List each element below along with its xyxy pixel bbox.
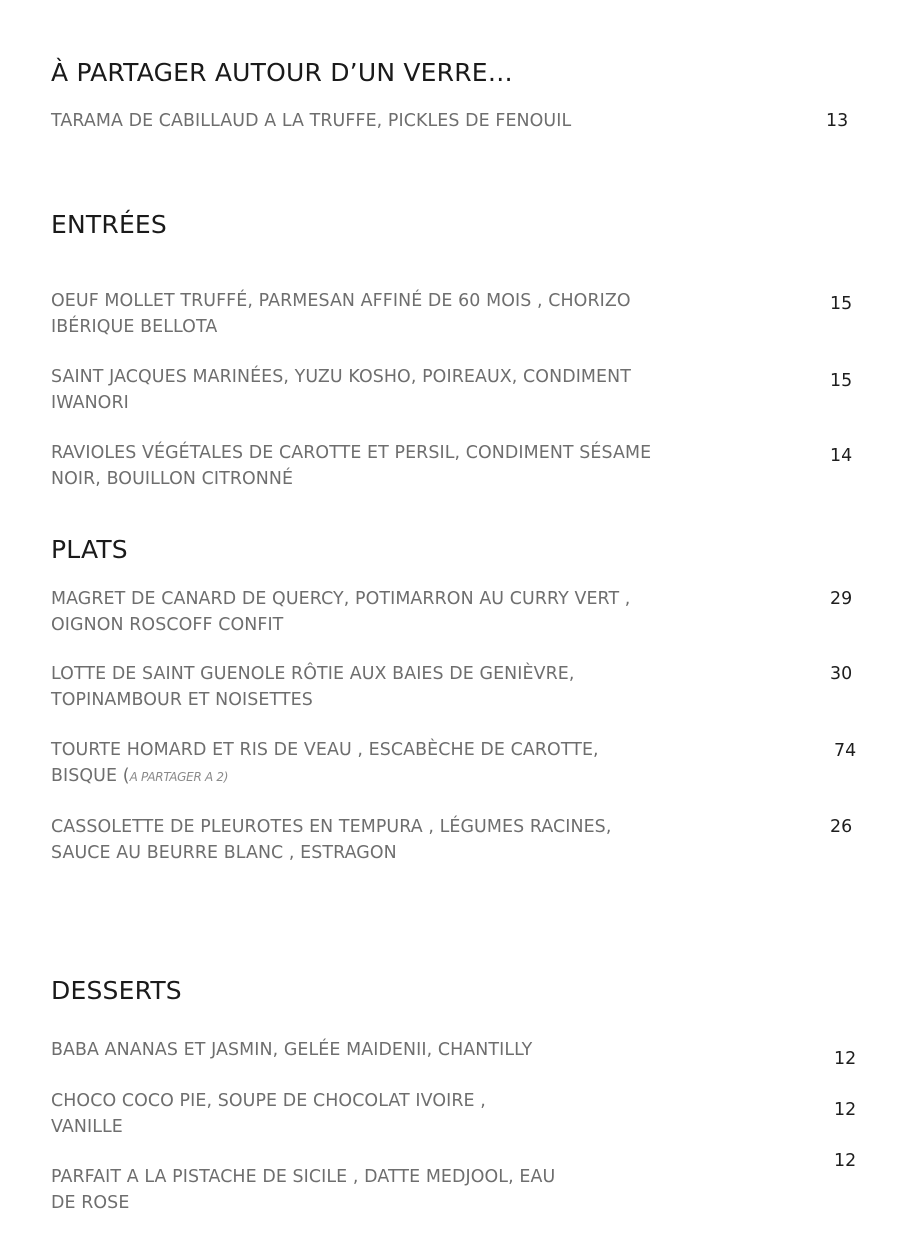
menu-item-baba — [51, 1037, 751, 1063]
item-description-cont: IBÉRIQUE BELLOTA — [51, 317, 218, 337]
item-price: 14 — [830, 446, 853, 466]
menu-item-choco-coco-pie — [51, 1088, 751, 1140]
section-title-entrees: ENTRÉES — [51, 210, 167, 239]
item-price: 74 — [834, 741, 857, 761]
section-title-plats: PLATS — [51, 535, 128, 564]
item-description: MAGRET DE CANARD DE QUERCY, POTIMARRON AU CURRY VERT , — [51, 589, 631, 609]
item-description: TOURTE HOMARD ET RIS DE VEAU , ESCABÈCHE DE CAROTTE, — [51, 740, 599, 760]
item-price: 26 — [830, 817, 853, 837]
item-price: 15 — [830, 294, 853, 314]
item-description: OEUF MOLLET TRUFFÉ, PARMESAN AFFINÉ DE 60 MOIS , CHORIZO — [51, 291, 631, 311]
item-description-cont: NOIR, BOUILLON CITRONNÉ — [51, 469, 294, 489]
item-description-cont: TOPINAMBOUR ET NOISETTES — [51, 690, 313, 710]
item-description: BABA ANANAS ET JASMIN, GELÉE MAIDENII, CHANTILLY — [51, 1040, 533, 1060]
menu-item-saint-jacques — [51, 364, 751, 416]
item-description-cont — [51, 763, 751, 790]
menu-item-tarama — [51, 108, 751, 134]
item-description-text: BISQUE ( — [51, 766, 130, 786]
menu-item-cassolette — [51, 814, 751, 866]
section-title-desserts: DESSERTS — [51, 976, 182, 1005]
item-description: SAINT JACQUES MARINÉES, YUZU KOSHO, POIREAUX, CONDIMENT — [51, 367, 631, 387]
item-description: PARFAIT A LA PISTACHE DE SICILE , DATTE MEDJOOL, EAU — [51, 1167, 556, 1187]
item-price: 30 — [830, 664, 853, 684]
item-description-cont: VANILLE — [51, 1117, 123, 1137]
item-price: 13 — [826, 111, 849, 131]
item-description: RAVIOLES VÉGÉTALES DE CAROTTE ET PERSIL, CONDIMENT SÉSAME — [51, 443, 652, 463]
item-price: 29 — [830, 589, 853, 609]
item-description: CHOCO COCO PIE, SOUPE DE CHOCOLAT IVOIRE , — [51, 1091, 486, 1111]
item-price: 12 — [834, 1049, 857, 1069]
menu-item-tourte — [51, 737, 751, 790]
item-description: TARAMA DE CABILLAUD A LA TRUFFE, PICKLES DE FENOUIL — [51, 111, 572, 131]
menu-item-lotte — [51, 661, 751, 713]
menu-item-magret — [51, 586, 751, 638]
menu-item-parfait-pistache — [51, 1164, 751, 1216]
item-description-cont: DE ROSE — [51, 1193, 130, 1213]
item-price: 12 — [834, 1151, 857, 1171]
item-description-cont: SAUCE AU BEURRE BLANC , ESTRAGON — [51, 843, 397, 863]
item-description-cont: IWANORI — [51, 393, 129, 413]
sharing-note: A PARTAGER A 2) — [129, 770, 229, 784]
item-price: 15 — [830, 371, 853, 391]
item-description: LOTTE DE SAINT GUENOLE RÔTIE AUX BAIES DE GENIÈVRE, — [51, 664, 575, 684]
item-description: CASSOLETTE DE PLEUROTES EN TEMPURA , LÉGUMES RACINES, — [51, 817, 612, 837]
section-title-apero: À PARTAGER AUTOUR D’UN VERRE… — [51, 58, 514, 87]
menu-item-oeuf — [51, 288, 751, 340]
menu-item-ravioles — [51, 440, 751, 492]
item-price: 12 — [834, 1100, 857, 1120]
item-description-cont: OIGNON ROSCOFF CONFIT — [51, 615, 284, 635]
